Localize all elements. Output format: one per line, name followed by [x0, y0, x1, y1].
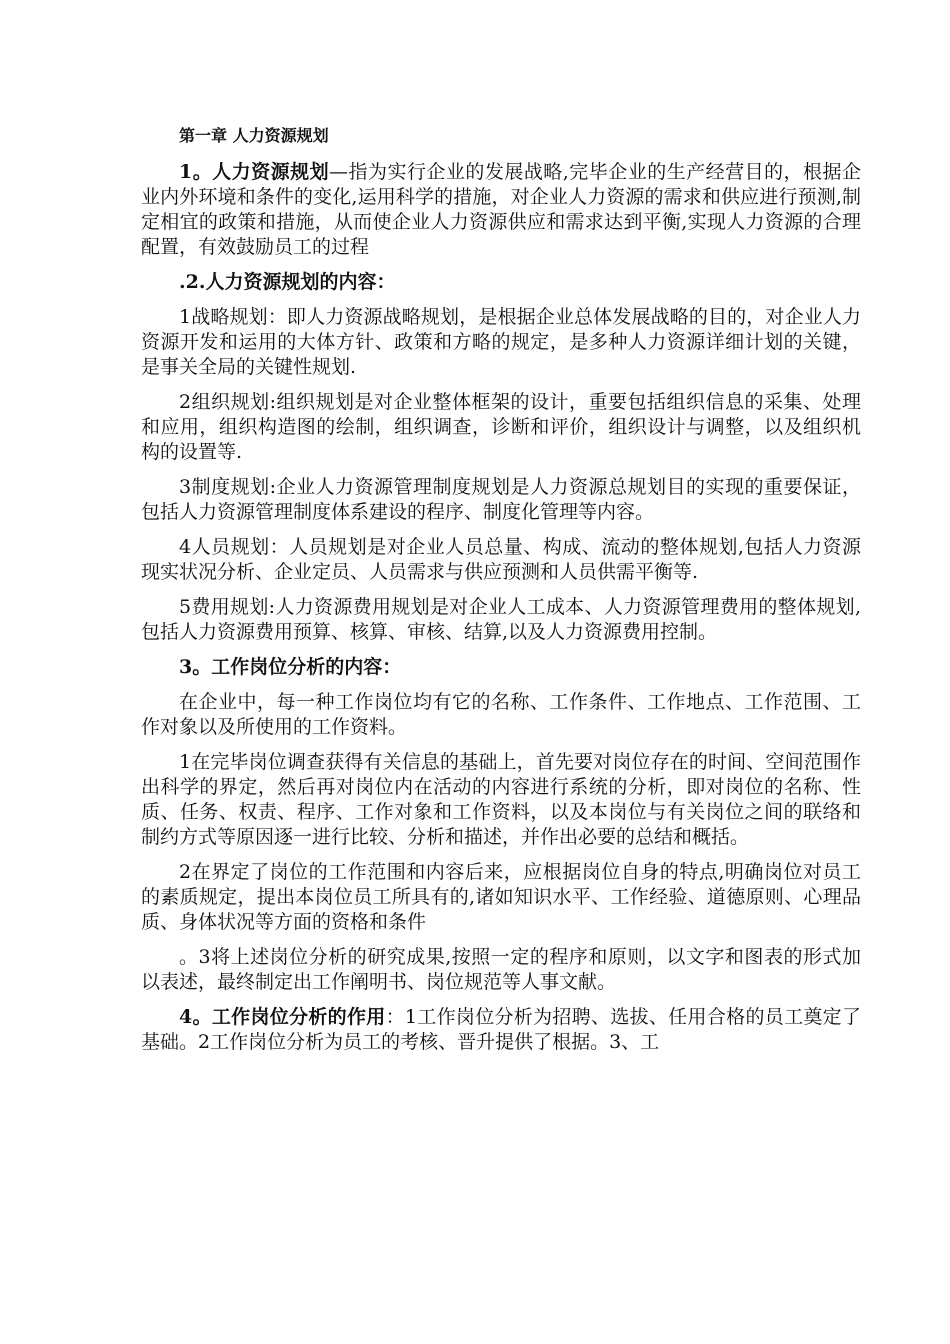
paragraph-hr-planning-definition: [141, 160, 861, 260]
definition-text: —指为实行企业的发展战略,完毕企业的生产经营目的，根据企业内外环境和条件的变化,运用科学的措施，对企业人力资源的需求和供应进行预测,制定相宜的政策和措施，从而使企业人力资源供应和需求达到平衡,实现人力资源的合理配置，有效鼓励员工的过程: [141, 161, 861, 258]
chapter-title: 第一章 人力资源规划: [179, 126, 329, 145]
section-heading-planning-content: .2.人力资源规划的内容：: [179, 271, 396, 293]
term-hr-planning: 1。人力资源规划: [179, 161, 330, 183]
section-heading-job-analysis-content: 3。工作岗位分析的内容：: [179, 656, 402, 678]
document-body: [141, 122, 861, 1065]
paragraph-job-analysis-step-1: 1在完毕岗位调查获得有关信息的基础上，首先要对岗位存在的时间、空间范围作出科学的界定，然后再对岗位内在活动的内容进行系统的分析，即对岗位的名称、性质、任务、权责、程序、工作对象和工作资料，以及本岗位与有关岗位之间的联络和制约方式等原因逐一进行比较、分析和描述，并作出必要的总结和概括。: [141, 751, 861, 848]
paragraph-job-analysis-intro: 在企业中，每一种工作岗位均有它的名称、工作条件、工作地点、工作范围、工作对象以及所使用的工作资料。: [141, 691, 861, 738]
paragraph-job-analysis-step-2: 2在界定了岗位的工作范围和内容后来，应根据岗位自身的特点,明确岗位对员工的素质规定，提出本岗位员工所具有的,诸如知识水平、工作经验、道德原则、心理品质、身体状况等方面的资格和条件: [141, 861, 861, 933]
paragraph-strategic-planning: 1战略规划：即人力资源战略规划，是根据企业总体发展战略的目的，对企业人力资源开发和运用的大体方针、政策和方略的规定，是多种人力资源详细计划的关键，是事关全局的关键性规划.: [141, 306, 861, 378]
job-analysis-role-text: ：1工作岗位分析为招聘、选拔、任用合格的员工奠定了基础。2工作岗位分析为员工的考核、晋升提供了根据。3、工: [141, 1006, 861, 1053]
paragraph-cost-planning: 5费用规划:人力资源费用规划是对企业人工成本、人力资源管理费用的整体规划,包括人力资源费用预算、核算、审核、结算,以及人力资源费用控制。: [141, 596, 861, 643]
paragraph-job-analysis-role: [141, 1005, 861, 1055]
term-job-analysis-role: 4。工作岗位分析的作用: [179, 1006, 386, 1028]
paragraph-system-planning: 3制度规划:企业人力资源管理制度规划是人力资源总规划目的实现的重要保证，包括人力资源管理制度体系建设的程序、制度化管理等内容。: [141, 476, 861, 523]
paragraph-job-analysis-step-3: 。3将上述岗位分析的研究成果,按照一定的程序和原则，以文字和图表的形式加以表述，最终制定出工作阐明书、岗位规范等人事文献。: [141, 946, 861, 993]
paragraph-personnel-planning: 4人员规划：人员规划是对企业人员总量、构成、流动的整体规划,包括人力资源现实状况分析、企业定员、人员需求与供应预测和人员供需平衡等.: [141, 536, 861, 583]
paragraph-organization-planning: 2组织规划:组织规划是对企业整体框架的设计，重要包括组织信息的采集、处理和应用，组织构造图的绘制，组织调查，诊断和评价，组织设计与调整，以及组织机构的设置等.: [141, 391, 861, 463]
